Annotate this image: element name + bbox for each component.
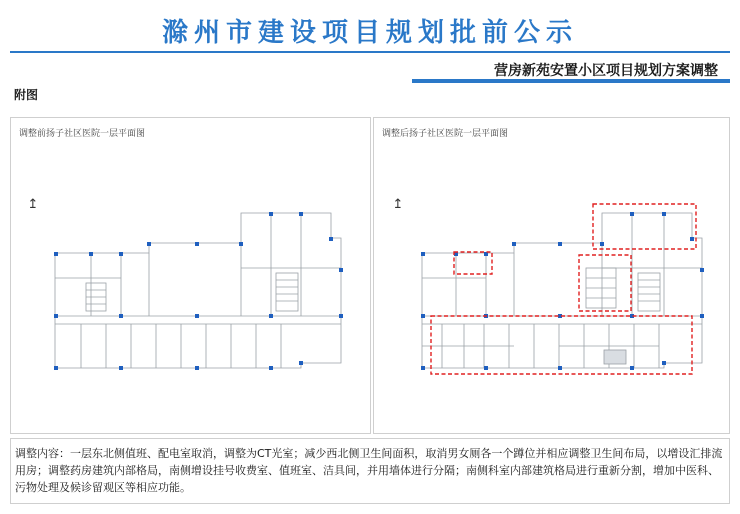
adjustment-description: 调整内容：一层东北侧值班、配电室取消，调整为CT光室；减少西北侧卫生间面积，取消男女厕各一个蹲位并相应调整卫生间布局，以增设汇排流用房；调整药房建筑内部格局，南侧增设挂号收费室、值班室、洁具间，并用墙体进行分隔；南侧科室内部建筑格局进行重新分割，增加中医科、污物处理及候诊留观区等相应功能。 bbox=[10, 438, 730, 504]
title-divider bbox=[10, 51, 730, 53]
page-title: 滁州市建设项目规划批前公示 bbox=[161, 18, 578, 48]
subtitle-bar bbox=[412, 54, 730, 83]
change-area-south bbox=[431, 316, 692, 374]
project-subtitle: 营房新苑安置小区项目规划方案调整 bbox=[494, 63, 718, 79]
change-area-pharmacy bbox=[579, 255, 631, 311]
plan-before-panel bbox=[10, 117, 371, 434]
floor-plan-before bbox=[11, 118, 372, 435]
page-header bbox=[0, 0, 740, 102]
plan-after-title: 调整后扬子社区医院一层平面图 bbox=[382, 129, 509, 139]
floor-plan-after bbox=[374, 118, 731, 435]
change-area-northeast bbox=[593, 204, 696, 249]
north-arrow-icon: ↥ bbox=[27, 197, 39, 212]
figure-label: 附图 bbox=[14, 88, 39, 102]
plan-before-title: 调整前扬子社区医院一层平面图 bbox=[19, 129, 146, 139]
plan-after-panel bbox=[373, 117, 730, 434]
north-arrow-icon: ↥ bbox=[392, 197, 404, 212]
